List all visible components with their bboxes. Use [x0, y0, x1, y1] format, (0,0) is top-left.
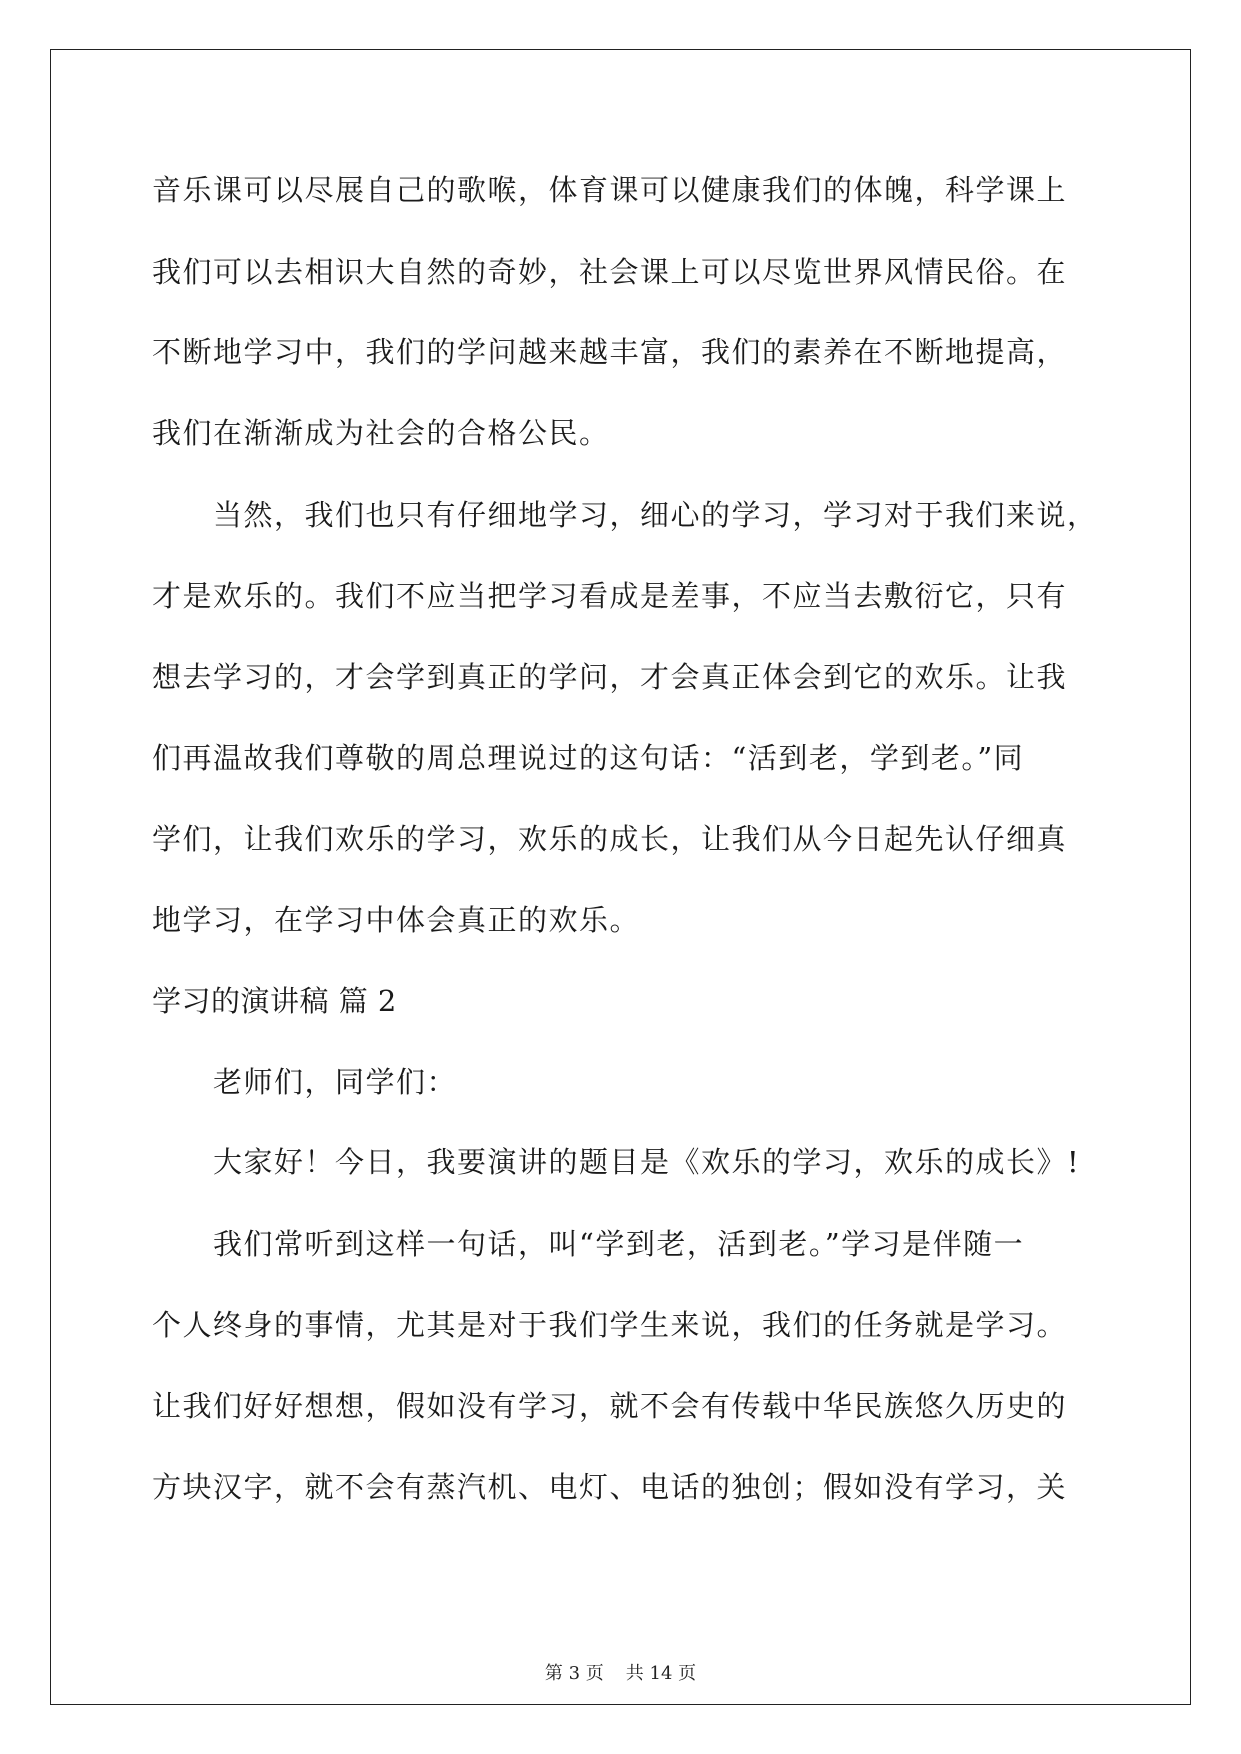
- paragraph-line: 我们常听到这样一句话，叫“学到老，活到老。”学习是伴随一: [213, 1227, 1025, 1261]
- greeting-line: 老师们，同学们：: [213, 1065, 458, 1099]
- paragraph-line: 当然，我们也只有仔细地学习，细心的学习，学习对于我们来说，: [213, 498, 1098, 532]
- paragraph-line: 我们在渐渐成为社会的合格公民。: [152, 416, 610, 450]
- page-footer: [0, 1662, 1241, 1686]
- paragraph-line: 们再温故我们尊敬的周总理说过的这句话：“活到老，学到老。”同: [152, 741, 1025, 775]
- paragraph-line: 让我们好好想想，假如没有学习，就不会有传载中华民族悠久历史的: [152, 1389, 1068, 1423]
- page-border: [50, 49, 1191, 1705]
- paragraph-line: 音乐课可以尽展自己的歌喉，体育课可以健康我们的体魄，科学课上: [152, 173, 1068, 207]
- page-number: 第 3 页: [544, 1663, 604, 1684]
- paragraph-line: 个人终身的事情，尤其是对于我们学生来说，我们的任务就是学习。: [152, 1308, 1068, 1342]
- section-heading: 学习的演讲稿 篇 2: [152, 984, 397, 1018]
- paragraph-line: 大家好！今日，我要演讲的题目是《欢乐的学习，欢乐的成长》!: [213, 1145, 1081, 1179]
- paragraph-line: 学们，让我们欢乐的学习，欢乐的成长，让我们从今日起先认仔细真: [152, 822, 1068, 856]
- paragraph-line: 地学习，在学习中体会真正的欢乐。: [152, 903, 641, 937]
- paragraph-line: 不断地学习中，我们的学问越来越丰富，我们的素养在不断地提高，: [152, 335, 1068, 369]
- paragraph-line: 方块汉字，就不会有蒸汽机、电灯、电话的独创；假如没有学习，关: [152, 1470, 1068, 1504]
- paragraph-line: 我们可以去相识大自然的奇妙，社会课上可以尽览世界风情民俗。在: [152, 255, 1068, 289]
- paragraph-line: 想去学习的，才会学到真正的学问，才会真正体会到它的欢乐。让我: [152, 660, 1068, 694]
- page-total: 共 14 页: [625, 1663, 697, 1684]
- paragraph-line: 才是欢乐的。我们不应当把学习看成是差事，不应当去敷衍它，只有: [152, 579, 1068, 613]
